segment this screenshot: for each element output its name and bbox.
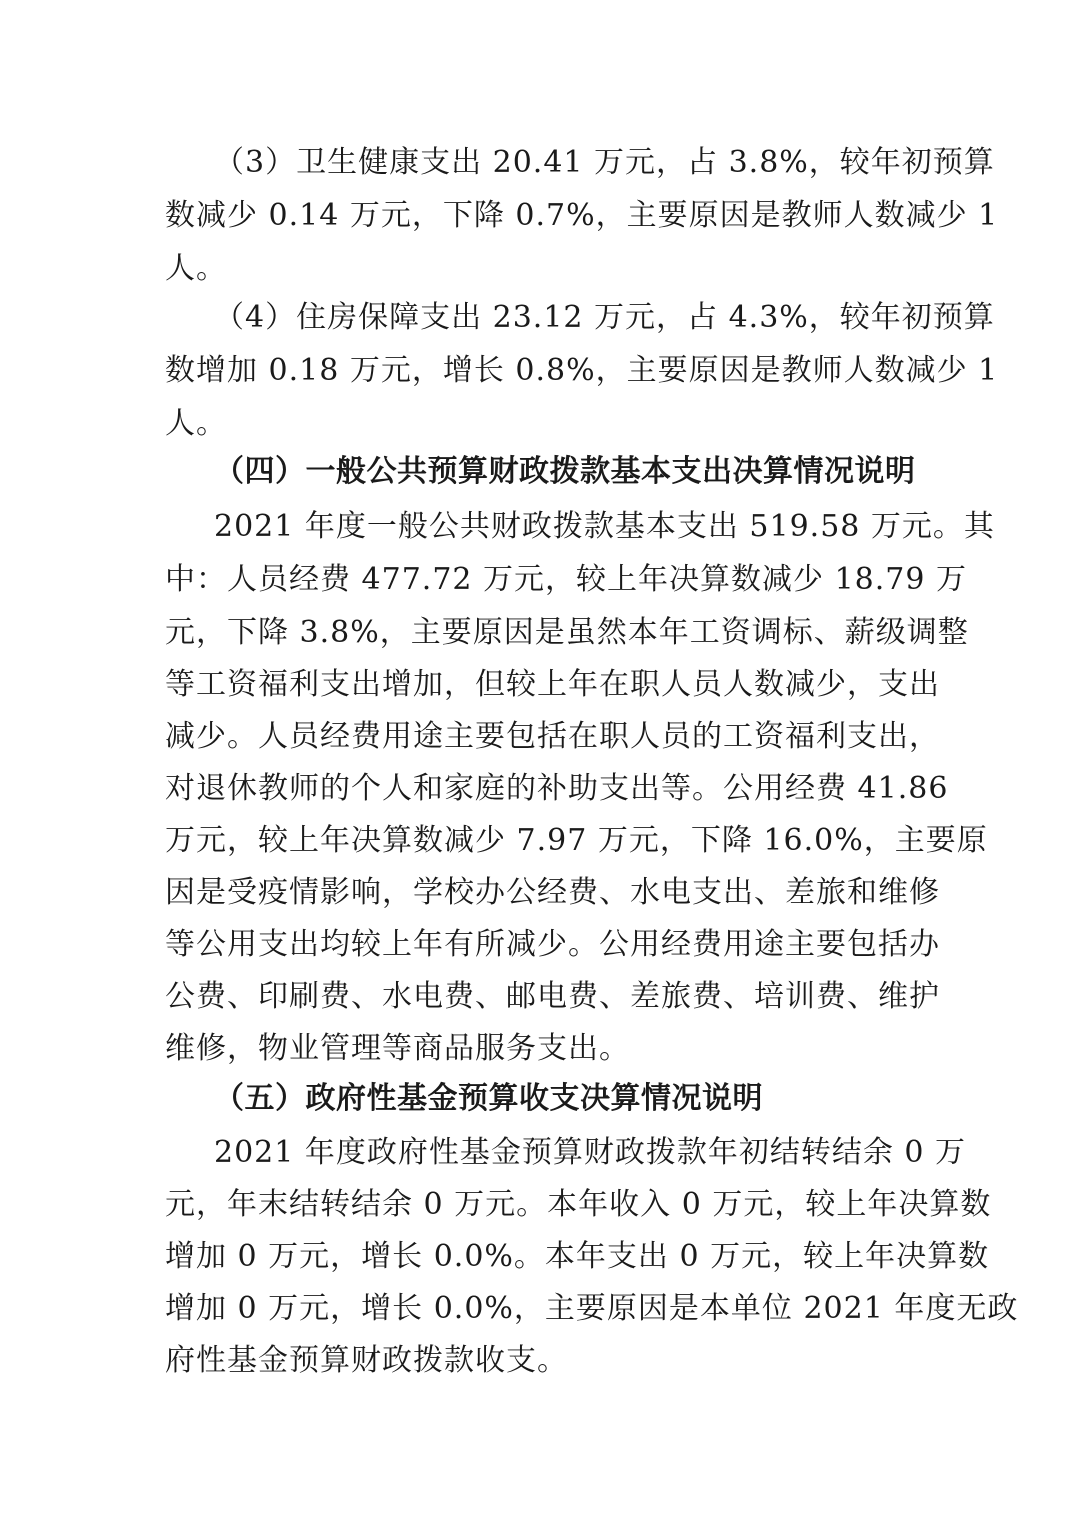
paragraph-line: （3）卫生健康支出 20.41 万元，占 3.8%，较年初预算 [214, 145, 995, 180]
paragraph-line: 减少。人员经费用途主要包括在职人员的工资福利支出， [165, 719, 940, 754]
paragraph-line: 数减少 0.14 万元，下降 0.7%，主要原因是教师人数减少 1 [165, 198, 999, 233]
paragraph-line: 2021 年度一般公共财政拨款基本支出 519.58 万元。其 [214, 509, 995, 544]
paragraph-line: 人。 [165, 251, 227, 286]
paragraph-line: 府性基金预算财政拨款收支。 [165, 1343, 568, 1378]
paragraph-line: 增加 0 万元，增长 0.0%。本年支出 0 万元，较上年决算数 [165, 1239, 990, 1274]
paragraph-line: 数增加 0.18 万元，增长 0.8%，主要原因是教师人数减少 1 [165, 353, 999, 388]
paragraph-line: 人。 [165, 406, 227, 441]
paragraph-line: 元，年末结转结余 0 万元。本年收入 0 万元，较上年决算数 [165, 1187, 992, 1222]
paragraph-line: 因是受疫情影响，学校办公经费、水电支出、差旅和维修 [165, 875, 940, 910]
paragraph-line: 增加 0 万元，增长 0.0%，主要原因是本单位 2021 年度无政 [165, 1291, 1019, 1326]
paragraph-line: （4）住房保障支出 23.12 万元，占 4.3%，较年初预算 [214, 300, 995, 335]
paragraph-line: 元，下降 3.8%，主要原因是虽然本年工资调标、薪级调整 [165, 615, 969, 650]
paragraph-line: 公费、印刷费、水电费、邮电费、差旅费、培训费、维护 [165, 979, 940, 1014]
paragraph-line: 等工资福利支出增加，但较上年在职人员人数减少，支出 [165, 667, 940, 702]
paragraph-line: 等公用支出均较上年有所减少。公用经费用途主要包括办 [165, 927, 940, 962]
paragraph-line: 万元，较上年决算数减少 7.97 万元，下降 16.0%，主要原 [165, 823, 988, 858]
section-heading: （四）一般公共预算财政拨款基本支出决算情况说明 [214, 454, 916, 489]
section-heading: （五）政府性基金预算收支决算情况说明 [214, 1081, 763, 1116]
paragraph-line: 维修，物业管理等商品服务支出。 [165, 1031, 630, 1066]
paragraph-line: 中：人员经费 477.72 万元，较上年决算数减少 18.79 万 [165, 562, 967, 597]
paragraph-line: 2021 年度政府性基金预算财政拨款年初结转结余 0 万 [214, 1135, 967, 1170]
paragraph-line: 对退休教师的个人和家庭的补助支出等。公用经费 41.86 [165, 771, 949, 806]
